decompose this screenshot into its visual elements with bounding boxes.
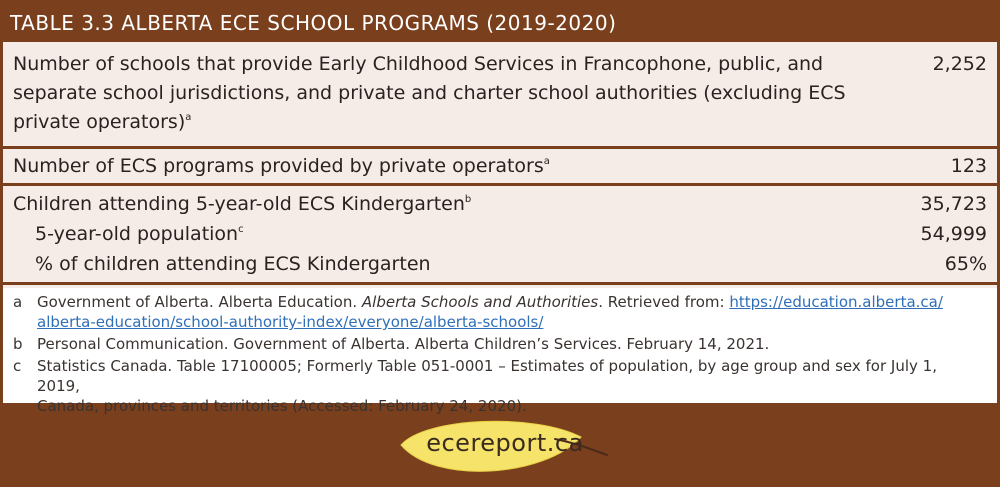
footnote-text bbox=[37, 356, 982, 416]
row-label bbox=[13, 190, 471, 219]
footnote-ref: b bbox=[464, 194, 472, 205]
table-title: TABLE 3.3 ALBERTA ECE SCHOOL PROGRAMS (2019-2020) bbox=[10, 11, 617, 35]
row-label-line-last bbox=[13, 108, 846, 137]
row-label-line: separate school jurisdictions, and private and charter school authorities (excluding ECS bbox=[13, 82, 846, 104]
table-row-ecs-programs bbox=[3, 152, 997, 181]
brand-name: ecereport.ca bbox=[426, 429, 584, 457]
footnote-key: c bbox=[13, 357, 22, 375]
footnote-ref: a bbox=[185, 112, 192, 123]
footnote-text: Personal Communication. Government of Alberta. Alberta Children’s Services. February 14, 2021. bbox=[37, 335, 770, 353]
row-value: 65% bbox=[944, 253, 987, 275]
footnote-italic-title: Alberta Schools and Authorities bbox=[361, 293, 599, 311]
brand-logo[interactable] bbox=[395, 415, 615, 483]
row-label bbox=[13, 220, 244, 249]
footnote-text bbox=[37, 292, 982, 332]
row-value: 35,723 bbox=[920, 193, 987, 215]
row-label-text: private operators) bbox=[13, 111, 186, 133]
row-label-line: Number of schools that provide Early Childhood Services in Francophone, public, and bbox=[13, 53, 824, 75]
row-divider bbox=[3, 282, 997, 285]
table-panel bbox=[3, 42, 997, 415]
row-label-text: 5-year-old population bbox=[35, 223, 239, 245]
footnote-ref: c bbox=[238, 224, 244, 235]
row-label bbox=[13, 50, 846, 137]
footnotes bbox=[3, 288, 997, 415]
footnote-ref: a bbox=[543, 156, 550, 167]
row-divider bbox=[3, 146, 997, 149]
row-label-text: Number of ECS programs provided by private operators bbox=[13, 155, 544, 177]
footnote-line: Statistics Canada. Table 17100005; Formerly Table 051-0001 – Estimates of population, by age group and sex for July 1, 2019, bbox=[37, 357, 937, 395]
row-label bbox=[13, 152, 550, 181]
footnote-key: b bbox=[13, 335, 23, 353]
row-label-text: Children attending 5-year-old ECS Kindergarten bbox=[13, 193, 465, 215]
table-row-kindergarten bbox=[3, 190, 997, 219]
row-value: 123 bbox=[950, 155, 987, 177]
footnote-link[interactable]: https://education.alberta.ca/ bbox=[729, 293, 943, 311]
footnote-retrieved: . Retrieved from: bbox=[598, 293, 730, 311]
row-label: % of children attending ECS Kindergarten bbox=[35, 253, 431, 275]
row-value: 54,999 bbox=[920, 223, 987, 245]
footnote-key: a bbox=[13, 293, 23, 311]
row-divider bbox=[3, 183, 997, 186]
table-row-population bbox=[3, 220, 997, 249]
footnote-link-continued[interactable]: alberta-education/school-authority-index/everyone/alberta-schools/ bbox=[37, 313, 544, 331]
table-row-percent bbox=[3, 250, 997, 279]
footnote-line: Canada, provinces and territories (Accessed: February 24, 2020). bbox=[37, 397, 527, 415]
table-row-schools bbox=[3, 50, 997, 140]
footnote-source: Government of Alberta. Alberta Education. bbox=[37, 293, 362, 311]
row-value: 2,252 bbox=[932, 53, 987, 75]
